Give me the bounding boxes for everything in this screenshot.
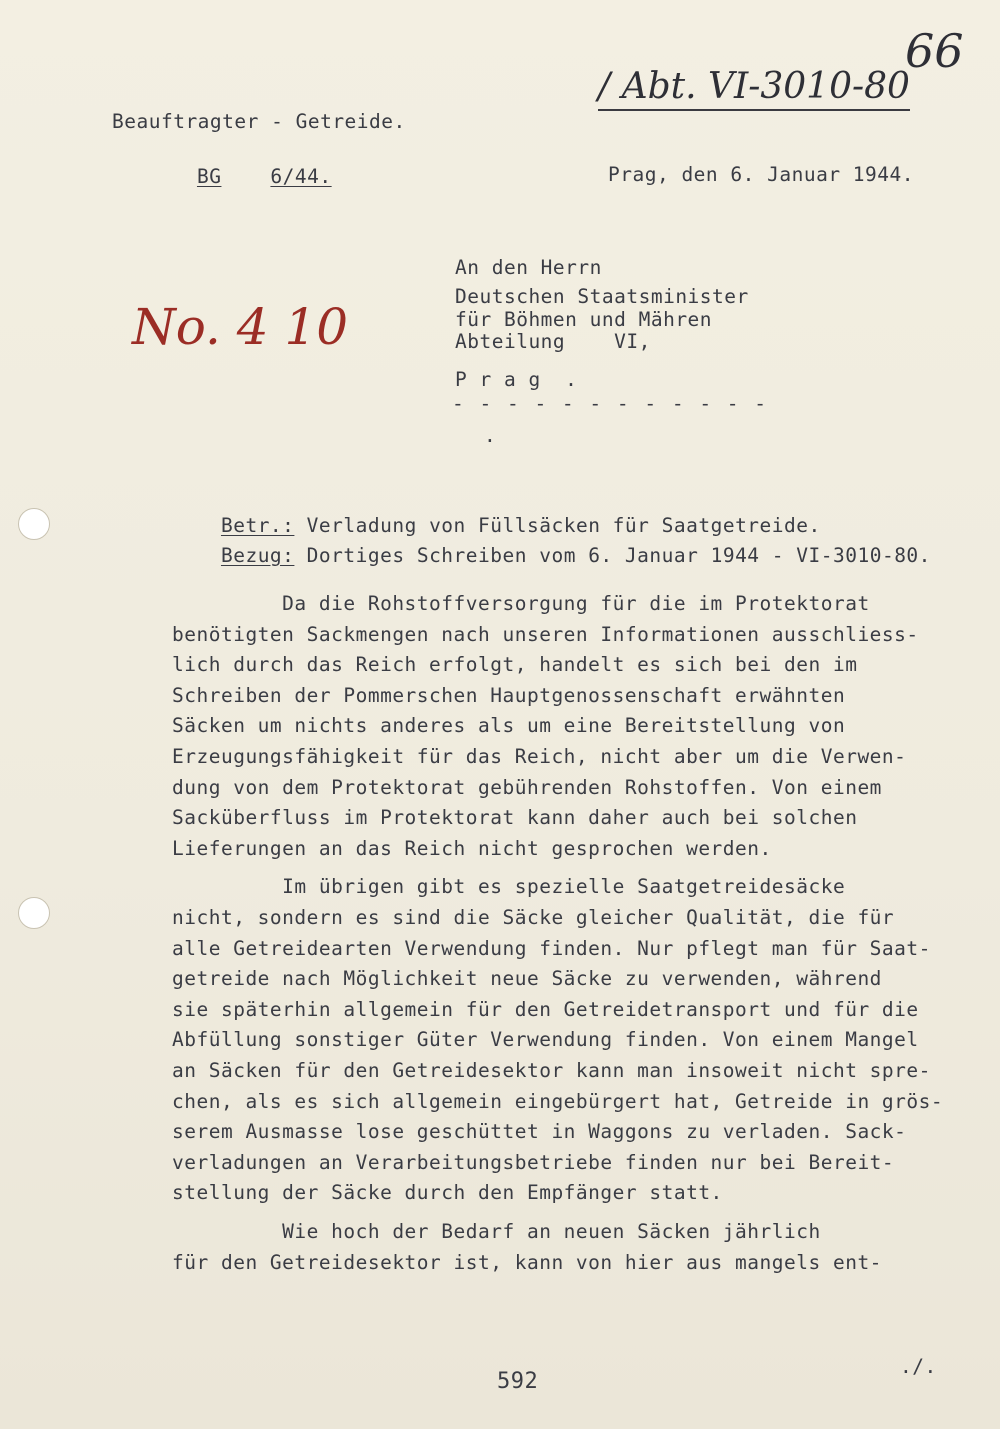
body-line: Wie hoch der Bedarf an neuen Säcken jährlich — [172, 1220, 821, 1243]
reference-code-number: 6/44. — [270, 165, 332, 188]
body-line: alle Getreidearten Verwendung finden. Nur pflegt man für Saat- — [172, 937, 931, 960]
body-line: serem Ausmasse lose geschüttet in Waggons zu verladen. Sack- — [172, 1120, 907, 1143]
reference-text: Dortiges Schreiben vom 6. Januar 1944 - VI-3010-80. — [306, 544, 931, 567]
reference-code — [148, 142, 332, 211]
handwritten-red-mark: No. 4 10 — [132, 298, 349, 356]
reference-code-letters: BG — [196, 165, 222, 188]
address-line-2: Deutschen Staatsminister — [455, 285, 749, 308]
address-city: P r a g . — [455, 368, 578, 391]
address-line-1: An den Herrn — [455, 256, 602, 279]
reference-label: Bezug: — [220, 544, 295, 567]
place-date-line: Prag, den 6. Januar 1944. — [608, 163, 914, 186]
body-line: Sacküberfluss im Protektorat kann daher auch bei solchen — [172, 806, 858, 829]
subject-label: Betr.: — [220, 514, 295, 537]
body-line: lich durch das Reich erfolgt, handelt es sich bei den im — [172, 653, 858, 676]
handwritten-file-reference: / Abt. VI-3010-80 — [598, 66, 910, 111]
body-line: getreide nach Möglichkeit neue Säcke zu verwenden, während — [172, 967, 882, 990]
body-line: benötigten Sackmengen nach unseren Informationen ausschliess- — [172, 623, 919, 646]
subject-text: Verladung von Füllsäcken für Saatgetreide. — [306, 514, 821, 537]
body-line: Schreiben der Pommerschen Hauptgenossenschaft erwähnten — [172, 684, 846, 707]
page-number: 592 — [497, 1369, 539, 1394]
address-underline: - - - - - - - - - - - - — [452, 392, 769, 415]
body-line: an Säcken für den Getreidesektor kann man insoweit nicht spre- — [172, 1059, 931, 1082]
body-line: chen, als es sich allgemein eingebürgert hat, Getreide in grös- — [172, 1090, 944, 1113]
address-dot: . — [484, 424, 497, 447]
punch-hole-top — [18, 508, 50, 540]
punch-hole-bottom — [18, 897, 50, 929]
continuation-mark: ./. — [900, 1355, 937, 1378]
body-line: sie späterhin allgemein für den Getreidetransport und für die — [172, 998, 919, 1021]
body-line: nicht, sondern es sind die Säcke gleicher Qualität, die für — [172, 906, 895, 929]
body-line: Im übrigen gibt es spezielle Saatgetreidesäcke — [172, 875, 846, 898]
body-line: stellung der Säcke durch den Empfänger statt. — [172, 1181, 723, 1204]
body-line: Erzeugungsfähigkeit für das Reich, nicht aber um die Verwen- — [172, 745, 907, 768]
address-line-4: Abteilung VI, — [455, 330, 651, 353]
reference-line — [172, 521, 931, 590]
body-line: für den Getreidesektor ist, kann von hier aus mangels ent- — [172, 1251, 882, 1274]
body-line: Abfüllung sonstiger Güter Verwendung finden. Von einem Mangel — [172, 1028, 919, 1051]
body-line: verladungen an Verarbeitungsbetriebe finden nur bei Bereit- — [172, 1151, 895, 1174]
body-line: Da die Rohstoffversorgung für die im Protektorat — [172, 592, 870, 615]
body-line: Lieferungen an das Reich nicht gesprochen werden. — [172, 837, 772, 860]
handwritten-folio-number: 66 — [905, 24, 964, 78]
sender-line: Beauftragter - Getreide. — [112, 110, 406, 133]
body-line: dung von dem Protektorat gebührenden Rohstoffen. Von einem — [172, 776, 882, 799]
address-line-3: für Böhmen und Mähren — [455, 308, 713, 331]
body-line: Säcken um nichts anderes als um eine Bereitstellung von — [172, 714, 846, 737]
